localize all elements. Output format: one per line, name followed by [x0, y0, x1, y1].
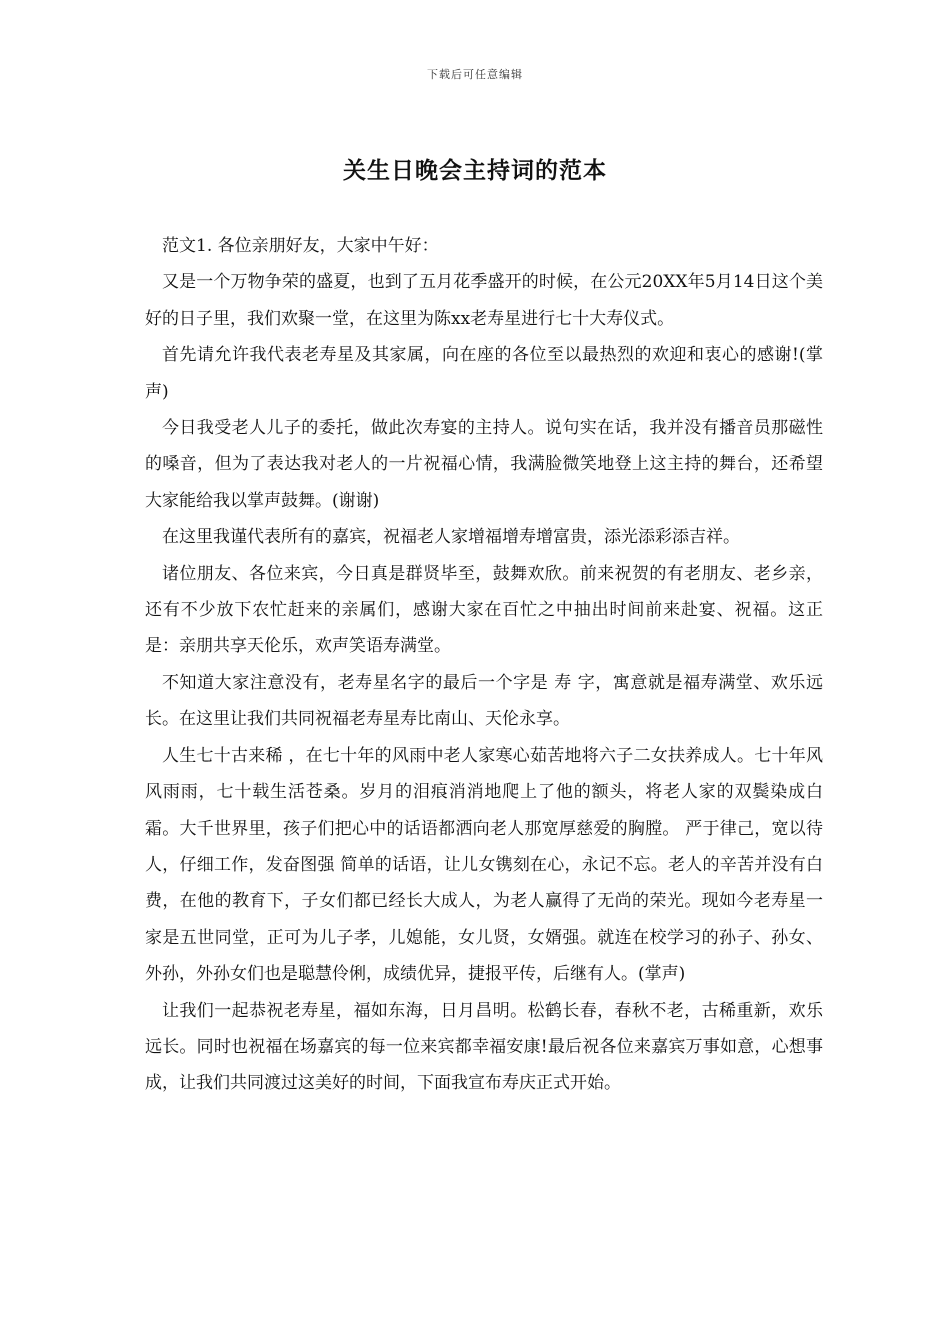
paragraph: 今日我受老人儿子的委托，做此次寿宴的主持人。说句实在话，我并没有播音员那磁性的嗓音，但为了表达我对老人的一片祝福心情，我满脸微笑地登上这主持的舞台，还希望大家能给我以掌声鼓舞。(谢谢): [145, 418, 823, 511]
paragraph: 在这里我谨代表所有的嘉宾，祝福老人家增福增寿增富贵，添光添彩添吉祥。: [162, 527, 740, 548]
paragraph: 首先请允许我代表老寿星及其家属，向在座的各位至以最热烈的欢迎和衷心的感谢!(掌声): [145, 345, 823, 402]
paragraph: 范文1. 各位亲朋好友，大家中午好：: [162, 236, 439, 256]
paragraph: 让我们一起恭祝老寿星，福如东海，日月昌明。松鹤长春，春秋不老，古稀重新，欢乐远长。同时也祝福在场嘉宾的每一位来宾都幸福安康!最后祝各位来嘉宾万事如意，心想事成，让我们共同渡过这美好的时间，下面我宣布寿庆正式开始。: [145, 1000, 823, 1094]
paragraph: 不知道大家注意没有，老寿星名字的最后一个字是 寿 字，寓意就是福寿满堂、欢乐远长。在这里让我们共同祝福老寿星寿比南山、天伦永享。: [145, 672, 823, 730]
document-title: 关生日晚会主持词的范本: [343, 157, 607, 184]
document-body: [145, 228, 823, 1102]
header-note: 下载后可任意编辑: [427, 68, 523, 81]
paragraph: 又是一个万物争荣的盛夏，也到了五月花季盛开的时候，在公元20XX年5月14日这个美好的日子里，我们欢聚一堂，在这里为陈xx老寿星进行七十大寿仪式。: [145, 272, 823, 329]
paragraph: 诸位朋友、各位来宾，今日真是群贤毕至，鼓舞欢欣。前来祝贺的有老朋友、老乡亲，还有不少放下农忙赶来的亲属们，感谢大家在百忙之中抽出时间前来赴宴、祝福。这正是：亲朋共享天伦乐，欢声笑语寿满堂。: [145, 563, 823, 657]
paragraph: 人生七十古来稀 ，在七十年的风雨中老人家寒心茹苦地将六子二女扶养成人。七十年风风雨雨，七十载生活苍桑。岁月的泪痕消消地爬上了他的额头，将老人家的双鬓染成白霜。大千世界里，孩子们把心中的话语都洒向老人那宽厚慈爱的胸膛。 严于律己，宽以待人，仔细工作，发奋图强 简单的话语，让儿女镌刻在心，永记不忘。老人的辛苦并没有白费，在他的教育下，子女们都已经长大成人，为老人赢得了无尚的荣光。现如今老寿星一家是五世同堂，正可为儿子孝，儿媳能，女儿贤，女婿强。就连在校学习的孙子、孙女、外孙，外孙女们也是聪慧伶俐，成绩优异，捷报平传，后继有人。(掌声): [145, 745, 823, 985]
